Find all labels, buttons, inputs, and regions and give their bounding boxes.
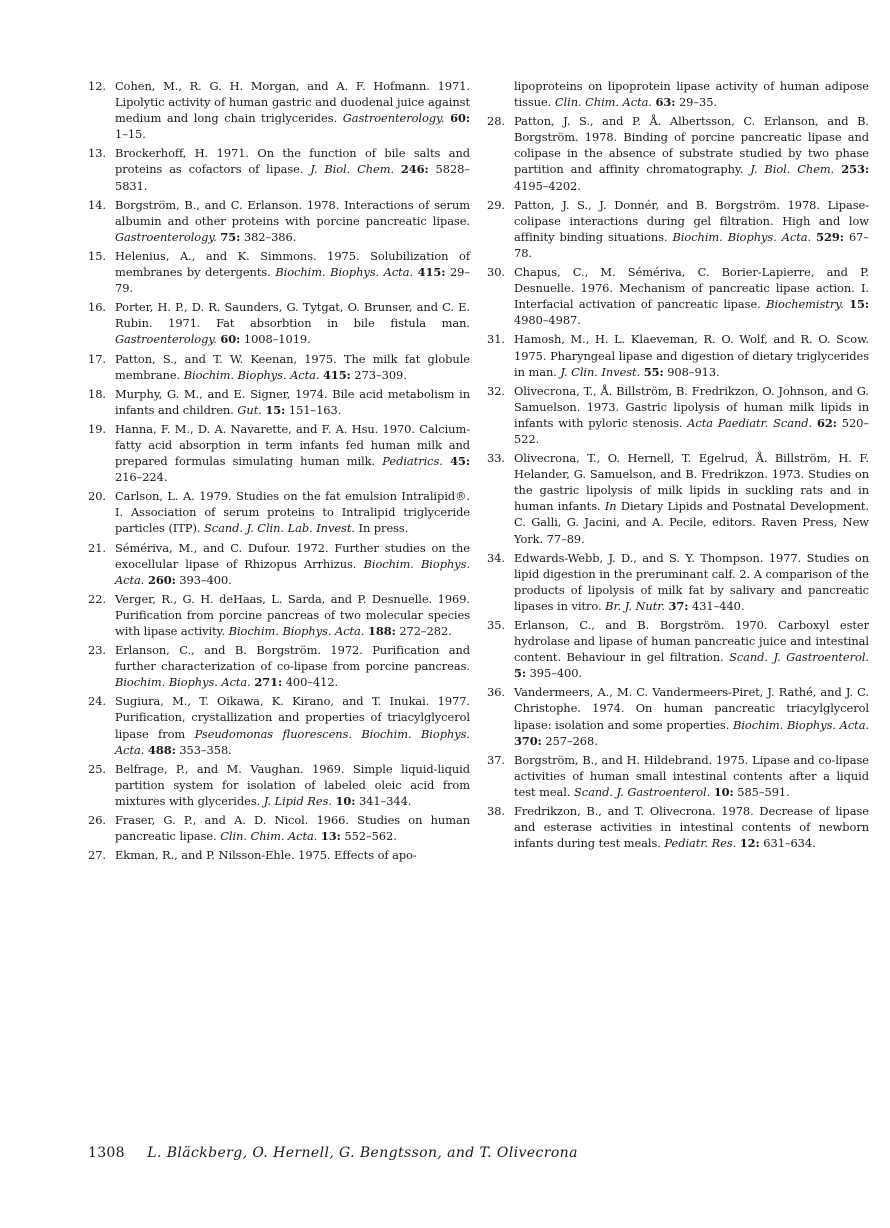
- reference-number: 18.: [88, 386, 106, 401]
- reference-text: Vandermeers, A., M. C. Vandermeers-Piret, J. Rathé, and J. C. Christophe. 1974. On human pancreatic triacylglycerol lipase: isolation and some properties.: [514, 685, 869, 732]
- running-authors: L. Bläckberg, O. Hernell, G. Bengtsson, and T. Olivecrona: [147, 1145, 578, 1161]
- reference-text: Borgström, B., and C. Erlanson. 1978. Interactions of serum albumin and other proteins with porcine pancreatic lipase.: [115, 197, 470, 228]
- reference-number: 28.: [487, 114, 505, 129]
- reference-text: Hamosh, M., H. L. Klaeveman, R. O. Wolf, and R. O. Scow. 1975. Pharyngeal lipase and digestion of dietary triglycerides in man.: [514, 332, 869, 379]
- reference-entry: [88, 248, 470, 296]
- reference-journal: Biochemistry.: [766, 297, 844, 312]
- reference-text: Belfrage, P., and M. Vaughan. 1969. Simple liquid-liquid partition system for isolation of labeled oleic acid from mixtures with glycerides.: [115, 761, 470, 808]
- reference-entry: [88, 488, 470, 536]
- reference-journal: J. Clin. Invest.: [560, 364, 641, 379]
- reference-volume: 15:: [265, 402, 286, 417]
- reference-journal: Biochim. Biophys. Acta.: [228, 624, 365, 638]
- reference-text: Patton, J. S., and P. Å. Albertsson, C. Erlanson, and B. Borgström. 1978. Binding of porcine pancreatic lipase and colipase in the absence of substrate studied by two phase partition and affinity chromatography.: [514, 114, 869, 177]
- reference-volume: 60:: [220, 332, 241, 347]
- reference-number: 38.: [487, 804, 505, 819]
- reference-entry: [487, 803, 869, 851]
- reference-number: 35.: [487, 618, 505, 632]
- reference-text: Olivecrona, T., Å. Billström, B. Fredrikzon, O. Johnson, and G. Samuelson. 1973. Gastric lipolysis of human milk lipids in infants with pyloric stenosis.: [514, 383, 869, 430]
- reference-volume: 45:: [450, 454, 470, 469]
- reference-pages: 29–79.: [115, 265, 470, 296]
- reference-number: 16.: [88, 300, 106, 315]
- reference-volume: 37:: [668, 598, 689, 613]
- reference-text: Ekman, R., and P. Nilsson-Ehle. 1975. Effects of apo-: [115, 848, 417, 863]
- reference-volume: 60:: [450, 111, 471, 126]
- reference-volume: 253:: [841, 162, 869, 177]
- reference-text: Olivecrona, T., O. Hernell, T. Egelrud, Å. Billström, H. F. Helander, G. Samuelson, and B. Fredrikzon. 1973. Studies on the gastric lipolysis of milk lipids in suckling rats and in human infants.: [514, 451, 869, 514]
- reference-text: Edwards-Webb, J. D., and S. Y. Thompson. 1977. Studies on lipid digestion in the preruminant calf. 2. A comparison of the products of lipolysis of milk fat by salivary and pancreatic lipases in vitro.: [514, 550, 869, 613]
- continuation-pages: 29–35.: [678, 95, 717, 110]
- reference-entry: [487, 617, 869, 681]
- continuation-volume: 63:: [655, 95, 676, 110]
- reference-number: 25.: [88, 761, 106, 776]
- reference-text: Patton, J. S., J. Donnér, and B. Borgström. 1978. Lipase-colipase interactions during gel filtration. High and low affinity binding situations.: [514, 197, 869, 244]
- reference-entry: [487, 550, 869, 614]
- reference-journal: Acta Paediatr. Scand.: [687, 415, 813, 430]
- reference-number: 21.: [88, 540, 106, 555]
- reference-journal: Biochim. Biophys. Acta.: [115, 726, 470, 757]
- reference-pages: 272–282.: [399, 624, 452, 638]
- reference-number: 33.: [487, 451, 505, 466]
- reference-volume: 260:: [147, 572, 176, 587]
- reference-pages: 216–224.: [115, 470, 168, 485]
- reference-entry: [88, 78, 470, 142]
- reference-pages: 1008–1019.: [243, 332, 311, 347]
- reference-number: 36.: [487, 685, 505, 700]
- reference-pages: 4195–4202.: [514, 178, 581, 193]
- reference-entry: [487, 197, 869, 261]
- reference-volume: 10:: [713, 784, 734, 799]
- reference-journal: Biochim. Biophys. Acta.: [115, 675, 251, 690]
- reference-volume: 188:: [367, 624, 396, 638]
- reference-text: Sémériva, M., and C. Dufour. 1972. Further studies on the exocellular lipase of Rhizopus Arrhizus.: [115, 540, 470, 571]
- reference-entry: [88, 299, 470, 347]
- reference-volume: 10:: [335, 793, 356, 808]
- reference-pages: 1–15.: [115, 127, 146, 142]
- reference-number: 24.: [88, 694, 106, 709]
- reference-entry: [487, 752, 869, 800]
- continuation-text: lipoproteins on lipoprotein lipase activity of human adipose tissue.: [514, 79, 869, 110]
- reference-number: 32.: [487, 383, 505, 398]
- reference-pages: 257–268.: [545, 733, 598, 748]
- reference-entry: [88, 812, 470, 844]
- reference-pages: 353–358.: [179, 742, 232, 757]
- reference-text: Hanna, F. M., D. A. Navarette, and F. A. Hsu. 1970. Calcium-fatty acid absorption in term infants fed human milk and prepared formulas simulating human milk.: [115, 421, 470, 469]
- reference-entry: [88, 145, 470, 193]
- reference-text: Porter, H. P., D. R. Saunders, G. Tytgat, O. Brunser, and C. E. Rubin. 1971. Fat absorbtion in bile fistula man.: [115, 300, 470, 331]
- reference-volume: 415:: [323, 367, 351, 382]
- reference-number: 17.: [88, 351, 106, 366]
- reference-journal: Biochim. Biophys. Acta.: [275, 265, 414, 280]
- reference-entry: [88, 693, 470, 757]
- reference-text: Carlson, L. A. 1979. Studies on the fat emulsion Intralipid®. I. Association of serum proteins to Intralipid triglyceride particles (ITP).: [115, 489, 470, 536]
- reference-entry: [88, 421, 470, 485]
- reference-text: Fraser, G. P., and A. D. Nicol. 1966. Studies on human pancreatic lipase.: [115, 813, 470, 844]
- reference-volume: 415:: [417, 265, 446, 280]
- page-number: 1308: [88, 1145, 125, 1161]
- reference-entry: [487, 383, 869, 447]
- reference-pages: 67–78.: [514, 229, 869, 260]
- reference-journal: Biochim. Biophys. Acta.: [672, 229, 812, 244]
- reference-entry: [88, 351, 470, 383]
- reference-pages: 400–412.: [285, 675, 339, 690]
- reference-text: Sugiura, M., T. Oikawa, K. Kirano, and T. Inukai. 1977. Purification, crystallization and properties of triacylglycerol lipase from: [115, 694, 470, 741]
- reference-journal: Biochim. Biophys. Acta.: [733, 717, 870, 732]
- reference-volume: 75:: [220, 229, 241, 244]
- reference-entry: [487, 331, 869, 379]
- reference-volume: 488:: [147, 742, 176, 757]
- reference-volume: 62:: [816, 415, 837, 430]
- reference-entry: [487, 684, 869, 748]
- reference-entry: [487, 113, 869, 193]
- reference-journal: Biochim. Biophys. Acta.: [183, 367, 320, 382]
- reference-volume: 370:: [514, 733, 542, 748]
- reference-journal: Gut.: [237, 402, 262, 417]
- reference-entry: [487, 264, 869, 328]
- reference-number: 37.: [487, 752, 505, 767]
- reference-volume: 13:: [320, 829, 341, 844]
- reference-volume: 271:: [254, 675, 283, 690]
- reference-text: Helenius, A., and K. Simmons. 1975. Solubilization of membranes by detergents.: [115, 248, 470, 280]
- reference-journal: Br. J. Nutr.: [605, 598, 665, 613]
- reference-pages: 5828–5831.: [115, 162, 470, 193]
- reference-text: Cohen, M., R. G. H. Morgan, and A. F. Hofmann. 1971. Lipolytic activity of human gastric and duodenal juice against medium and long chain triglycerides.: [115, 79, 470, 126]
- reference-volume: 246:: [400, 162, 429, 177]
- reference-number: 19.: [88, 421, 106, 436]
- reference-pages: 273–309.: [354, 367, 407, 382]
- page-footer: [88, 1145, 578, 1161]
- reference-number: 14.: [88, 197, 106, 212]
- reference-entry: [88, 642, 470, 690]
- reference-text: Brockerhoff, H. 1971. On the function of bile salts and proteins as cofactors of lipase.: [115, 146, 470, 177]
- reference-continuation: [487, 78, 869, 110]
- reference-number: 27.: [88, 848, 106, 863]
- reference-pages: 393–400.: [179, 572, 232, 587]
- reference-species: Pseudomonas fluorescens.: [194, 726, 352, 741]
- reference-entry: [88, 540, 470, 588]
- reference-pages: 631–634.: [763, 836, 816, 851]
- reference-number: 20.: [88, 489, 106, 504]
- reference-volume: 529:: [816, 229, 844, 244]
- reference-text: Patton, S., and T. W. Keenan, 1975. The milk fat globule membrane.: [115, 351, 470, 382]
- reference-text: Verger, R., G. H. deHaas, L. Sarda, and P. Desnuelle. 1969. Purification from porcine pancreas of two molecular species with lipase activity.: [115, 591, 470, 638]
- reference-journal: Scand. J. Clin. Lab. Invest.: [204, 521, 355, 536]
- reference-journal: In: [604, 499, 617, 514]
- reference-journal: Clin. Chim. Acta.: [220, 829, 318, 844]
- reference-journal: Scand. J. Gastroenterol.: [729, 650, 869, 665]
- right-reference-column: [487, 78, 869, 854]
- reference-journal: Scand. J. Gastroenterol.: [574, 784, 711, 799]
- reference-entry: [88, 761, 470, 809]
- reference-text: Erlanson, C., and B. Borgström. 1970. Carboxyl ester hydrolase and lipase of human pancreatic juice and intestinal content. Behaviour in gel filtration.: [514, 618, 869, 665]
- reference-number: 34.: [487, 550, 505, 565]
- reference-entry: [88, 847, 470, 863]
- reference-journal: Pediatr. Res.: [664, 836, 737, 851]
- reference-pages: 552–562.: [344, 829, 397, 844]
- reference-number: 22.: [88, 591, 106, 606]
- reference-pages: 908–913.: [667, 364, 720, 379]
- reference-entry: [88, 591, 470, 639]
- reference-text: Chapus, C., M. Sémériva, C. Borier-Lapierre, and P. Desnuelle. 1976. Mechanism of pancreatic lipase action. I. Interfacial activation of pancreatic lipase.: [514, 265, 869, 312]
- reference-text: Erlanson, C., and B. Borgström. 1972. Purification and further characterization of co-lipase from porcine pancreas.: [115, 643, 470, 674]
- reference-pages: 585–591.: [737, 784, 790, 799]
- reference-number: 13.: [88, 146, 106, 161]
- reference-number: 15.: [88, 248, 106, 263]
- reference-text: Fredrikzon, B., and T. Olivecrona. 1978. Decrease of lipase and esterase activities in intestinal contents of newborn infants during test meals.: [514, 804, 869, 851]
- reference-pages: 520–522.: [514, 415, 869, 446]
- reference-entry: [88, 386, 470, 418]
- reference-number: 30.: [487, 265, 505, 280]
- reference-text: Murphy, G. M., and E. Signer, 1974. Bile acid metabolism in infants and children.: [115, 386, 470, 417]
- reference-number: 12.: [88, 79, 106, 93]
- reference-volume: 15:: [849, 297, 869, 312]
- reference-text: Borgström, B., and H. Hildebrand. 1975. Lipase and co-lipase activities of human small intestinal contents after a liquid test meal.: [514, 752, 869, 799]
- reference-journal: Biochim. Biophys. Acta.: [115, 556, 470, 587]
- reference-pages: In press.: [358, 521, 409, 536]
- reference-entry: [88, 197, 470, 245]
- reference-volume: 5:: [514, 666, 527, 681]
- reference-journal: J. Biol. Chem.: [750, 162, 835, 177]
- reference-journal: J. Biol. Chem.: [310, 162, 395, 177]
- reference-number: 26.: [88, 813, 106, 828]
- reference-journal: Pediatrics.: [382, 454, 443, 469]
- reference-pages: 431–440.: [692, 598, 745, 613]
- reference-number: 31.: [487, 332, 505, 347]
- reference-pages: 341–344.: [358, 793, 412, 808]
- reference-pages: 395–400.: [529, 666, 583, 681]
- reference-number: 29.: [487, 197, 505, 212]
- continuation-journal: Clin. Chim. Acta.: [554, 95, 652, 110]
- reference-pages: 151–163.: [288, 402, 342, 417]
- reference-entry: [487, 450, 869, 547]
- reference-journal: J. Lipid Res.: [263, 793, 332, 808]
- reference-journal: Gastroenterology.: [115, 229, 217, 244]
- reference-pages: Dietary Lipids and Postnatal Development. C. Galli, G. Jacini, and A. Pecile, editors. Raven Press, New York. 77–89.: [514, 499, 870, 546]
- reference-volume: 55:: [643, 364, 664, 379]
- reference-pages: 4980–4987.: [514, 313, 581, 328]
- reference-journal: Gastroenterology.: [342, 111, 445, 126]
- reference-volume: 12:: [739, 836, 760, 851]
- reference-pages: 382–386.: [243, 229, 297, 244]
- reference-journal: Gastroenterology.: [115, 332, 217, 347]
- reference-number: 23.: [88, 643, 106, 658]
- left-reference-column: [88, 78, 470, 866]
